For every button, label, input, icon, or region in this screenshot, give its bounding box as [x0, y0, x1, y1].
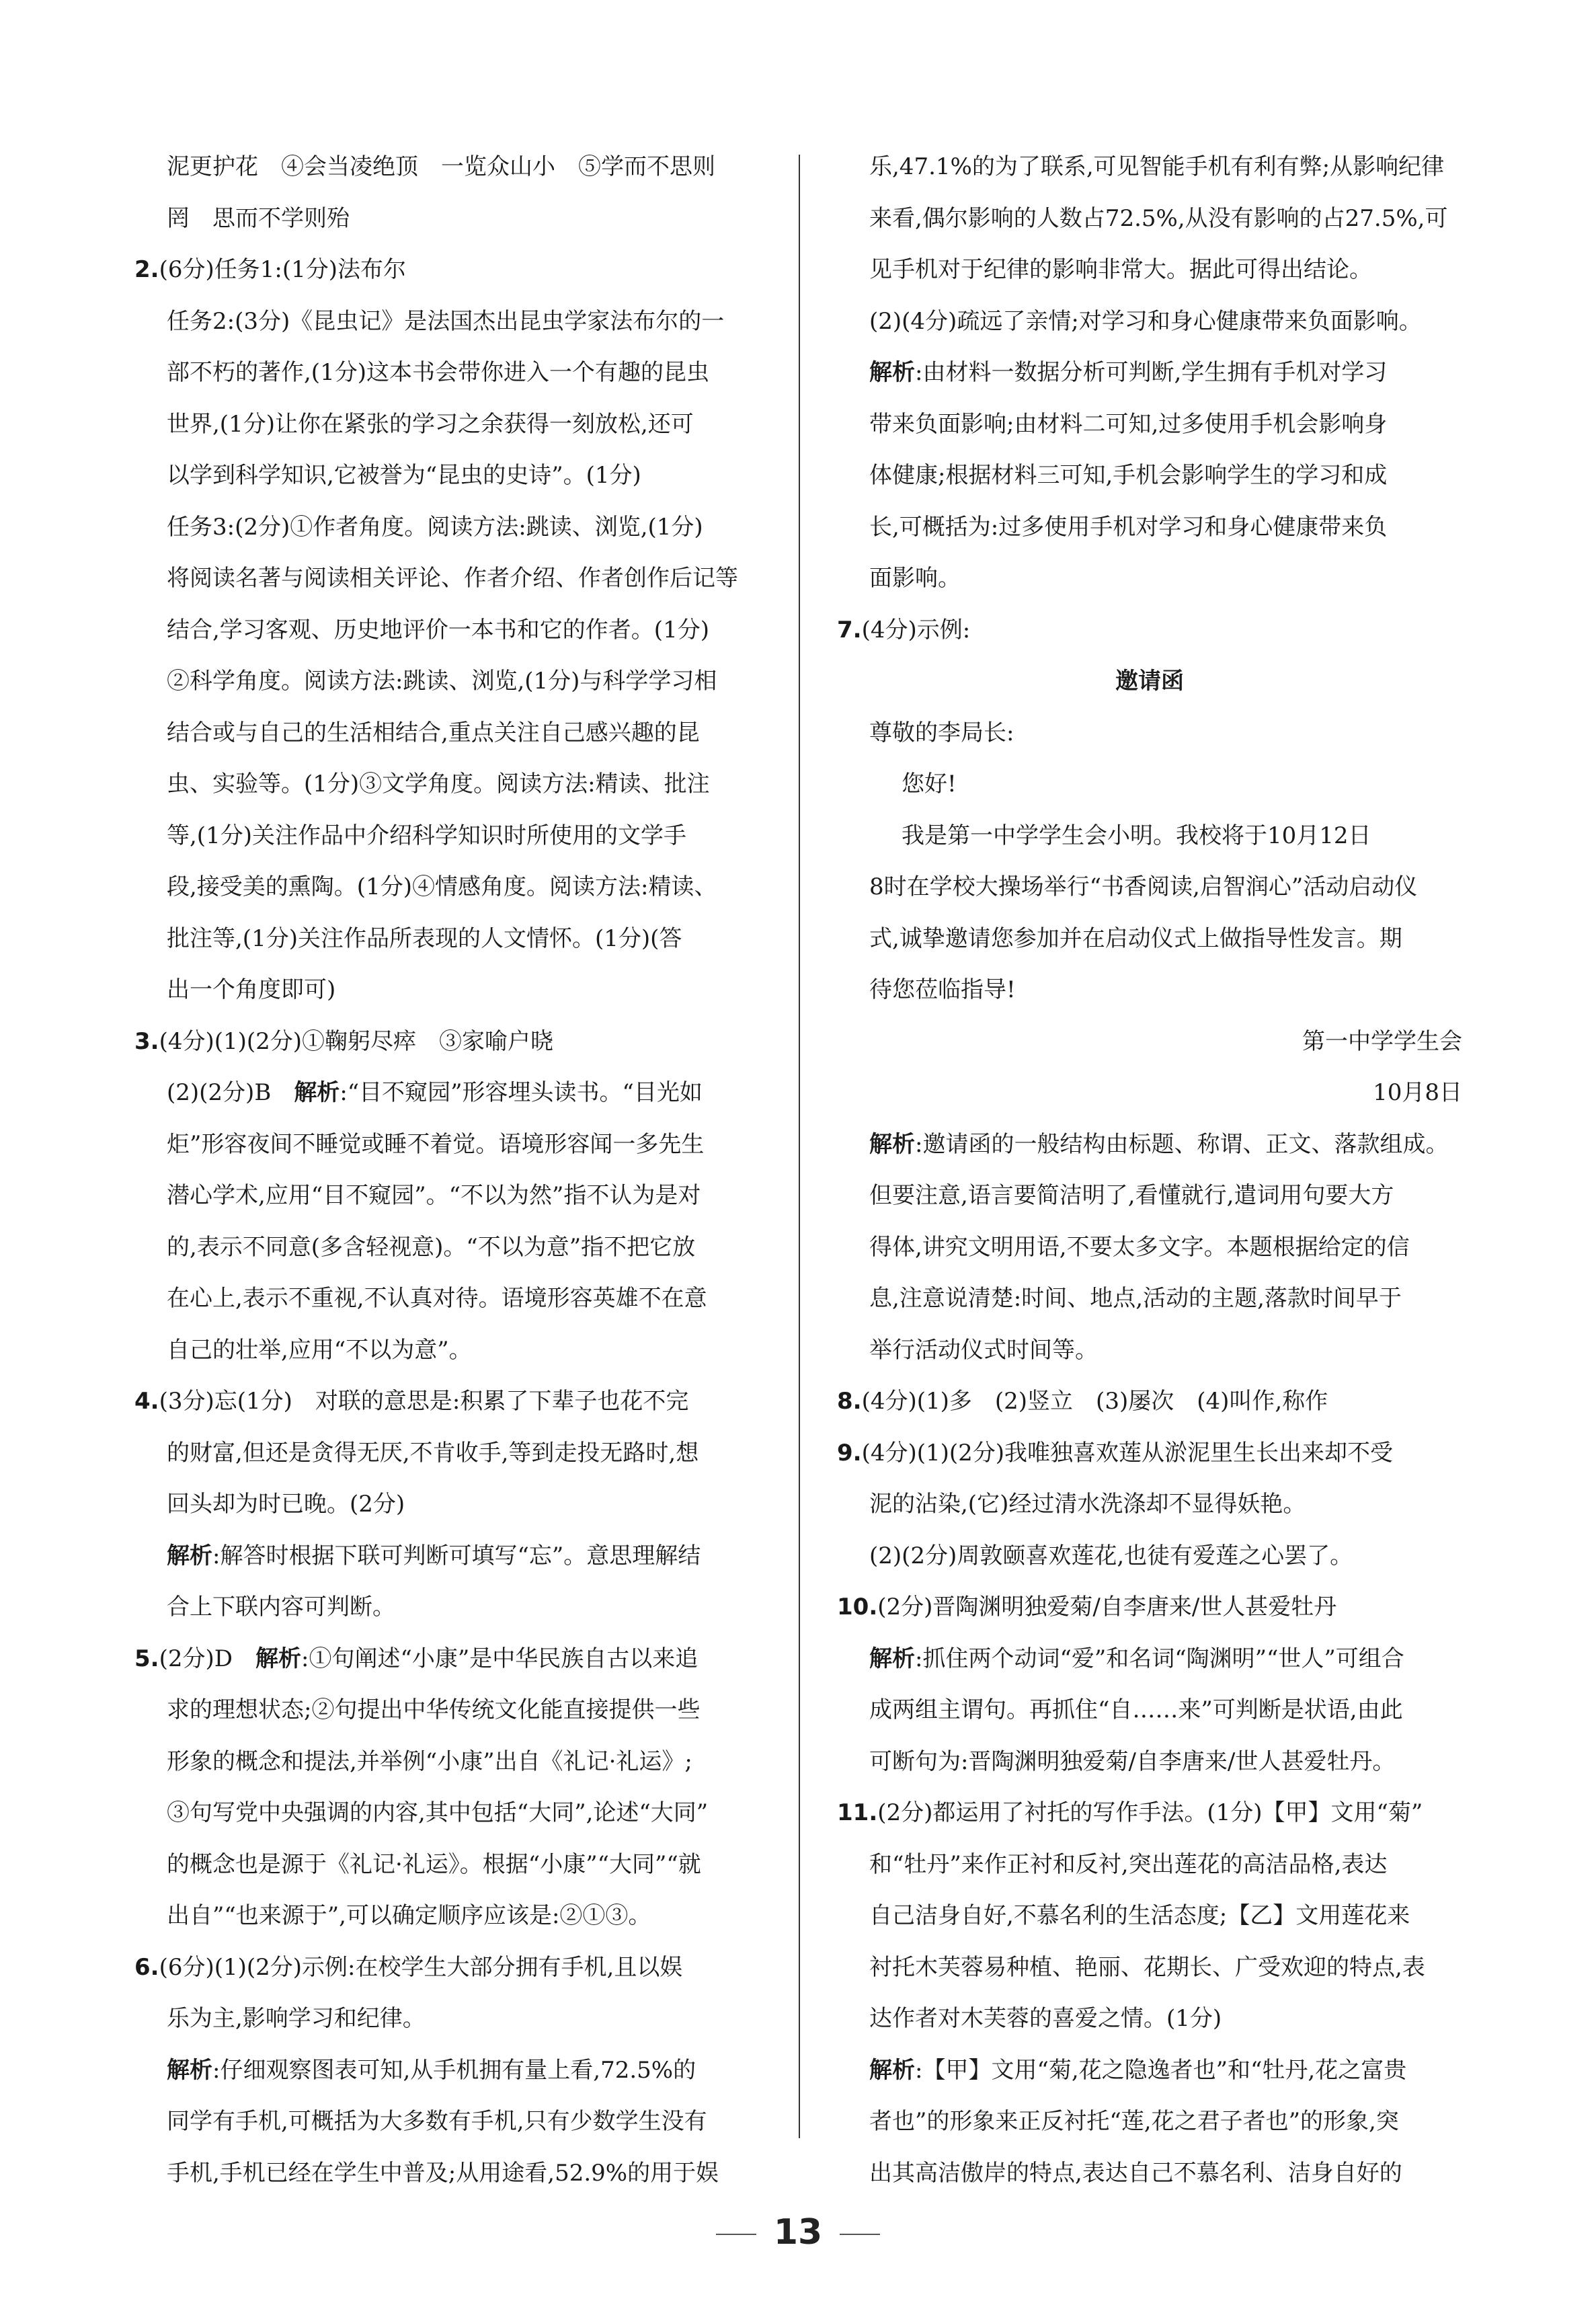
left-line [134, 1581, 793, 1633]
right-line [837, 296, 1462, 348]
right-line [837, 1530, 1462, 1582]
line-text: 炬”形容夜间不睡觉或睡不着觉。语境形容闻一多先生 [167, 1130, 705, 1158]
line-text: 泥更护花 ④会当凌绝顶 一览众山小 ⑤学而不思则 [167, 153, 715, 180]
right-line [837, 1222, 1462, 1274]
left-line [134, 861, 793, 913]
line-text: 结合或与自己的生活相结合,重点关注自己感兴趣的昆 [167, 719, 700, 746]
line-text: 自己洁身自好,不慕名利的生活态度;【乙】文用莲花来 [869, 1902, 1410, 1929]
question-number: 4. [134, 1388, 159, 1415]
left-line [134, 758, 793, 810]
line-text: :①句阐述“小康”是中华民族自古以来追 [301, 1645, 699, 1672]
left-line [134, 2096, 793, 2148]
line-text: 任务3:(2分)①作者角度。阅读方法:跳读、浏览,(1分) [167, 513, 703, 541]
right-line [837, 502, 1462, 553]
left-line [134, 1736, 793, 1788]
line-text: 见手机对于纪律的影响非常大。据此可得出结论。 [869, 256, 1372, 283]
right-line [837, 810, 1462, 862]
analysis-label: 解析 [167, 1542, 212, 1569]
left-line [134, 1170, 793, 1222]
line-text: 潜心学术,应用“目不窥园”。“不以为然”指不认为是对 [167, 1182, 701, 1209]
left-line [134, 450, 793, 502]
line-text: 求的理想状态;②句提出中华传统文化能直接提供一些 [167, 1696, 701, 1723]
right-line [837, 1993, 1462, 2045]
question-number: 11. [837, 1799, 878, 1826]
left-line [134, 707, 793, 759]
right-line [837, 1325, 1462, 1376]
line-text: 和“牡丹”来作正衬和反衬,突出莲花的高洁品格,表达 [869, 1850, 1388, 1878]
right-line [837, 913, 1462, 965]
right-line [837, 1273, 1462, 1325]
line-text: :抓住两个动词“爱”和名词“陶渊明”“世人”可组合 [915, 1645, 1404, 1672]
footer-dash-right [840, 2234, 880, 2235]
line-text: 自己的壮举,应用“不以为意”。 [167, 1336, 472, 1364]
left-line [134, 656, 793, 707]
line-text: 出其高洁傲岸的特点,表达自己不慕名利、洁身自好的 [869, 2159, 1402, 2187]
line-text: 带来负面影响;由材料二可知,过多使用手机会影响身 [869, 410, 1388, 438]
line-text: 来看,偶尔影响的人数占72.5%,从没有影响的占27.5%,可 [869, 204, 1448, 232]
line-text: 长,可概括为:过多使用手机对学习和身心健康带来负 [869, 513, 1388, 541]
question-number: 7. [837, 616, 862, 643]
line-text: 虫、实验等。(1分)③文学角度。阅读方法:精读、批注 [167, 771, 710, 797]
line-text: :仔细观察图表可知,从手机拥有量上看,72.5%的 [212, 2056, 696, 2084]
line-text: :邀请函的一般结构由标题、称谓、正文、落款组成。 [915, 1130, 1449, 1158]
right-column [837, 141, 1462, 2199]
left-line [134, 1427, 793, 1479]
line-text: 手机,手机已经在学生中普及;从用途看,52.9%的用于娱 [167, 2159, 719, 2187]
left-line [134, 604, 793, 656]
left-line [134, 347, 793, 399]
right-line [837, 1067, 1462, 1119]
right-line [837, 964, 1462, 1016]
line-text: (4分)(1)(2分)我唯独喜欢莲从淤泥里生长出来却不受 [861, 1439, 1394, 1466]
right-line [837, 656, 1462, 707]
right-line [837, 604, 1462, 656]
line-text: 以学到科学知识,它被誉为“昆虫的史诗”。(1分) [167, 462, 641, 489]
analysis-label: 解析 [255, 1645, 301, 1672]
line-text: (6分)(1)(2分)示例:在校学生大部分拥有手机,且以娱 [159, 1953, 683, 1981]
line-text: (4分)示例: [861, 616, 971, 643]
right-line [837, 553, 1462, 604]
line-text: 的,表示不同意(多含轻视意)。“不以为意”指不把它放 [167, 1233, 696, 1261]
line-text: 罔 思而不学则殆 [167, 204, 350, 232]
line-text: (4分)(1)(2分)①鞠躬尽瘁 ③家喻户晓 [159, 1027, 554, 1055]
line-text: 您好! [902, 771, 957, 797]
line-text: (4分)(1)多 (2)竖立 (3)屡次 (4)叫作,称作 [861, 1388, 1328, 1415]
left-line [134, 1633, 793, 1685]
line-text: 10月8日 [1373, 1079, 1462, 1106]
analysis-label: 解析 [294, 1079, 340, 1106]
line-text: (2分)D [159, 1645, 255, 1672]
line-text: 第一中学学生会 [1302, 1027, 1462, 1055]
analysis-label: 解析 [869, 1130, 915, 1158]
left-line [134, 1222, 793, 1274]
right-line [837, 2148, 1462, 2199]
left-line [134, 1942, 793, 1994]
line-text: 尊敬的李局长: [869, 719, 1014, 746]
line-text: (2)(2分)B [167, 1079, 294, 1106]
left-line [134, 1119, 793, 1171]
question-number: 10. [837, 1594, 878, 1620]
left-line [134, 399, 793, 451]
left-line [134, 1839, 793, 1891]
line-text: 乐,47.1%的为了联系,可见智能手机有利有弊;从影响纪律 [869, 153, 1445, 180]
question-number: 6. [134, 1953, 159, 1981]
analysis-label: 解析 [869, 359, 915, 386]
line-text: 面影响。 [869, 565, 961, 592]
analysis-label: 解析 [167, 2056, 212, 2084]
line-text: :“目不窥园”形容埋头读书。“目光如 [340, 1079, 703, 1106]
page-footer [0, 2212, 1596, 2253]
right-line [837, 1376, 1462, 1427]
line-text: :解答时根据下联可判断可填写“忘”。意思理解结 [212, 1542, 701, 1569]
line-text: (2分)晋陶渊明独爱菊/自李唐来/世人甚爱牡丹 [877, 1594, 1337, 1620]
left-line [134, 1684, 793, 1736]
right-line [837, 450, 1462, 502]
line-text: 出一个角度即可) [167, 976, 336, 1003]
question-number: 9. [837, 1439, 862, 1466]
question-number: 5. [134, 1645, 159, 1672]
line-text: 的财富,但还是贪得无厌,不肯收手,等到走投无路时,想 [167, 1439, 699, 1466]
line-text: 任务2:(3分)《昆虫记》是法国杰出昆虫学家法布尔的一 [167, 307, 725, 335]
right-line [837, 1633, 1462, 1685]
left-line [134, 502, 793, 553]
right-line [837, 758, 1462, 810]
line-text: 式,诚挚邀请您参加并在启动仪式上做指导性发言。期 [869, 925, 1402, 952]
line-text: 8时在学校大操场举行“书香阅读,启智润心”活动启动仪 [869, 873, 1418, 900]
right-line [837, 193, 1462, 245]
line-text: :【甲】文用“菊,花之隐逸者也”和“牡丹,花之富贵 [915, 2056, 1407, 2084]
line-text: 待您莅临指导! [869, 976, 1016, 1003]
line-text: 合上下联内容可判断。 [167, 1594, 395, 1620]
question-number: 8. [837, 1388, 862, 1415]
line-text: 形象的概念和提法,并举例“小康”出自《礼记·礼运》; [167, 1748, 692, 1775]
left-line [134, 1376, 793, 1427]
line-text: 将阅读名著与阅读相关评论、作者介绍、作者创作后记等 [167, 565, 738, 592]
right-line [837, 2045, 1462, 2097]
right-line [837, 707, 1462, 759]
line-text: 同学有手机,可概括为大多数有手机,只有少数学生没有 [167, 2108, 707, 2135]
right-line [837, 1736, 1462, 1788]
line-text: 者也”的形象来正反衬托“莲,花之君子者也”的形象,突 [869, 2108, 1399, 2135]
right-line [837, 1684, 1462, 1736]
left-line [134, 296, 793, 348]
right-line [837, 861, 1462, 913]
right-line [837, 244, 1462, 296]
line-text: (6分)任务1:(1分)法布尔 [159, 256, 406, 283]
right-line [837, 1581, 1462, 1633]
line-text: 部不朽的著作,(1分)这本书会带你进入一个有趣的昆虫 [167, 359, 709, 386]
left-line [134, 141, 793, 193]
left-line [134, 2148, 793, 2199]
right-line [837, 1839, 1462, 1891]
line-text: 泥的沾染,(它)经过清水洗涤却不显得妖艳。 [869, 1491, 1306, 1518]
line-text: 举行活动仪式时间等。 [869, 1336, 1098, 1364]
left-line [134, 244, 793, 296]
line-text: 邀请函 [1115, 668, 1184, 695]
left-line [134, 553, 793, 604]
left-column [134, 141, 793, 2199]
right-line [837, 1890, 1462, 1942]
left-line [134, 1067, 793, 1119]
left-line [134, 913, 793, 965]
line-text: 得体,讲究文明用语,不要太多文字。本题根据给定的信 [869, 1233, 1410, 1261]
line-text: 结合,学习客观、历史地评价一本书和它的作者。(1分) [167, 616, 709, 643]
line-text: 段,接受美的熏陶。(1分)④情感角度。阅读方法:精读、 [167, 873, 717, 900]
line-text: (3分)忘(1分) 对联的意思是:积累了下辈子也花不完 [159, 1388, 689, 1415]
left-line [134, 1530, 793, 1582]
line-text: 成两组主谓句。再抓住“自……来”可判断是状语,由此 [869, 1696, 1403, 1723]
line-text: 可断句为:晋陶渊明独爱菊/自李唐来/世人甚爱牡丹。 [869, 1748, 1396, 1775]
footer-dash-left [716, 2234, 756, 2235]
right-line [837, 1016, 1462, 1068]
right-line [837, 1942, 1462, 1994]
line-text: 等,(1分)关注作品中介绍科学知识时所使用的文学手 [167, 822, 686, 849]
line-text: 回头却为时已晚。(2分) [167, 1491, 405, 1518]
left-line [134, 1325, 793, 1376]
line-text: 但要注意,语言要简洁明了,看懂就行,遣词用句要大方 [869, 1182, 1394, 1209]
line-text: 达作者对木芙蓉的喜爱之情。(1分) [869, 2005, 1222, 2032]
right-line [837, 1787, 1462, 1839]
left-line [134, 810, 793, 862]
line-text: 息,注意说清楚:时间、地点,活动的主题,落款时间早于 [869, 1285, 1402, 1312]
line-text: ③句写党中央强调的内容,其中包括“大同”,论述“大同” [167, 1799, 709, 1826]
right-line [837, 1479, 1462, 1530]
right-line [837, 1170, 1462, 1222]
right-line [837, 141, 1462, 193]
line-text: 在心上,表示不重视,不认真对待。语境形容英雄不在意 [167, 1285, 707, 1312]
left-line [134, 964, 793, 1016]
right-line [837, 399, 1462, 451]
right-line [837, 347, 1462, 399]
right-line [837, 2096, 1462, 2148]
left-line [134, 193, 793, 245]
line-text: 的概念也是源于《礼记·礼运》。根据“小康”“大同”“就 [167, 1850, 701, 1878]
right-line [837, 1427, 1462, 1479]
question-number: 2. [134, 256, 159, 283]
analysis-label: 解析 [869, 2056, 915, 2084]
left-line [134, 1787, 793, 1839]
line-text: 乐为主,影响学习和纪律。 [167, 2005, 426, 2032]
left-line [134, 2045, 793, 2097]
left-line [134, 1993, 793, 2045]
column-divider [799, 155, 800, 2138]
question-number: 3. [134, 1027, 159, 1055]
line-text: :由材料一数据分析可判断,学生拥有手机对学习 [915, 359, 1388, 386]
line-text: ②科学角度。阅读方法:跳读、浏览,(1分)与科学学习相 [167, 668, 717, 695]
right-line [837, 1119, 1462, 1171]
line-text: 体健康;根据材料三可知,手机会影响学生的学习和成 [869, 462, 1388, 489]
line-text: 世界,(1分)让你在紧张的学习之余获得一刻放松,还可 [167, 410, 694, 438]
line-text: 批注等,(1分)关注作品所表现的人文情怀。(1分)(答 [167, 925, 682, 952]
line-text: (2)(2分)周敦颐喜欢莲花,也徒有爱莲之心罢了。 [869, 1542, 1353, 1569]
line-text: (2)(4分)疏远了亲情;对学习和身心健康带来负面影响。 [869, 307, 1422, 335]
analysis-label: 解析 [869, 1645, 915, 1672]
left-line [134, 1479, 793, 1530]
line-text: 我是第一中学学生会小明。我校将于10月12日 [902, 822, 1371, 849]
left-line [134, 1016, 793, 1068]
line-text: 出自”“也来源于”,可以确定顺序应该是:②①③。 [167, 1902, 651, 1929]
left-line [134, 1890, 793, 1942]
left-line [134, 1273, 793, 1325]
page-number: 13 [773, 2212, 823, 2253]
line-text: (2分)都运用了衬托的写作手法。(1分)【甲】文用“菊” [877, 1799, 1423, 1826]
line-text: 衬托木芙蓉易种植、艳丽、花期长、广受欢迎的特点,表 [869, 1953, 1425, 1981]
